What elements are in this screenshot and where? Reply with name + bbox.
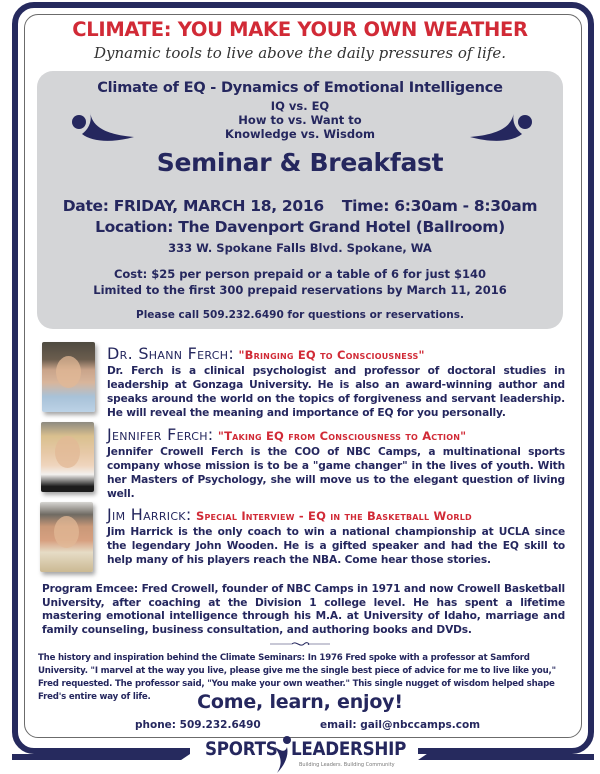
event-time: Time: 6:30am - 8:30am (341, 197, 538, 215)
speaker-photo (40, 502, 93, 572)
speaker-name: Jim Harrick: (107, 505, 192, 524)
speaker-name: Dr. Shann Ferch: (107, 344, 235, 363)
speaker-heading (107, 344, 565, 363)
event-cost: Cost: $25 per person prepaid or a table of 6 for just $140 (113, 267, 487, 281)
speaker-bio (107, 425, 565, 501)
speaker-bio (107, 344, 565, 420)
speaker-heading (107, 425, 565, 444)
footer-bar (418, 754, 594, 760)
event-date-time (37, 197, 563, 215)
speaker-name: Jennifer Ferch: (107, 425, 214, 444)
flyer-title: CLIMATE: YOU MAKE YOUR OWN WEATHER (72, 18, 528, 41)
speaker-tagline: "Bringing EQ to Consciousness" (238, 348, 425, 362)
speaker-heading (107, 505, 565, 524)
event-theme: Knowledge vs. Wisdom (225, 127, 375, 141)
program-emcee: Program Emcee: Fred Crowell, founder of NBC Camps in 1971 and now Crowell Basketball University, after coaching at the Division 1 college level. He has spent a lifetime mastering emotional intelligence through his M.A. at University of Idaho, marriage and family counseling, business consultation, and authoring books and DVDs. (42, 583, 565, 636)
footer-bar (12, 754, 190, 760)
speaker-tagline: "Taking EQ from Consciousness to Action" (217, 429, 467, 443)
event-headline: Climate of EQ - Dynamics of Emotional Intelligence (97, 80, 503, 96)
event-location: Location: The Davenport Grand Hotel (Ballroom) (95, 218, 505, 236)
history-text: The history and inspiration behind the Climate Seminars: In 1976 Fred spoke with a professor at Samford University. "I marvel at the way you live, please give me the single best piece of advice for me to live like you," Fred requested. The professor said, "You make your own weather." This single nugget of wisdom helped shape Fred's entire way of life. (38, 653, 556, 702)
logo-text-leadership: LEADERSHIP (291, 738, 407, 760)
speaker-photo (41, 422, 94, 492)
event-limit: Limited to the first 300 prepaid reservations by March 11, 2016 (93, 283, 507, 297)
call-to-action: Come, learn, enjoy! (197, 691, 403, 713)
speaker-photo (42, 342, 95, 412)
contact-phone: phone: 509.232.6490 (135, 719, 261, 731)
speaker-description: Jennifer Crowell Ferch is the COO of NBC Camps, a multinational sports company whose mission is to be a "game changer" in the lives of youth. With her Masters of Psychology, she will move us to the elegant question of living well. (107, 446, 565, 500)
event-type: Seminar & Breakfast (156, 148, 444, 177)
logo-text-sports: SPORTS (205, 738, 278, 760)
logo-tagline: Building Leaders. Building Community (299, 762, 395, 768)
event-theme: How to vs. Want to (238, 113, 362, 127)
event-call: Please call 509.232.6490 for questions or reservations. (136, 309, 464, 321)
ornament-divider-icon (270, 640, 330, 648)
speaker-bio (107, 505, 565, 567)
speaker-description: Dr. Ferch is a clinical psychologist and professor of doctoral studies in leadership at Gonzaga University. He is also an award-winning author and speaks around the world on the topics of forgiveness and servant leadership. He will reveal the meaning and importance of EQ for you personally. (107, 365, 565, 419)
event-date: Date: FRIDAY, MARCH 18, 2016 (62, 197, 324, 215)
sports-leadership-logo (205, 735, 405, 773)
speaker-description: Jim Harrick is the only coach to win a national championship at UCLA since the legendary John Wooden. He is a gifted speaker and had the EQ skill to help many of his players reach the NBA. Come hear those stories. (107, 526, 565, 566)
flyer-subtitle: Dynamic tools to live above the daily pressures of life. (94, 44, 506, 62)
event-address: 333 W. Spokane Falls Blvd. Spokane, WA (168, 241, 432, 255)
speaker-tagline: Special Interview - EQ in the Basketball World (195, 509, 472, 523)
contact-email: email: gail@nbccamps.com (320, 719, 481, 731)
event-theme: IQ vs. EQ (270, 99, 330, 113)
